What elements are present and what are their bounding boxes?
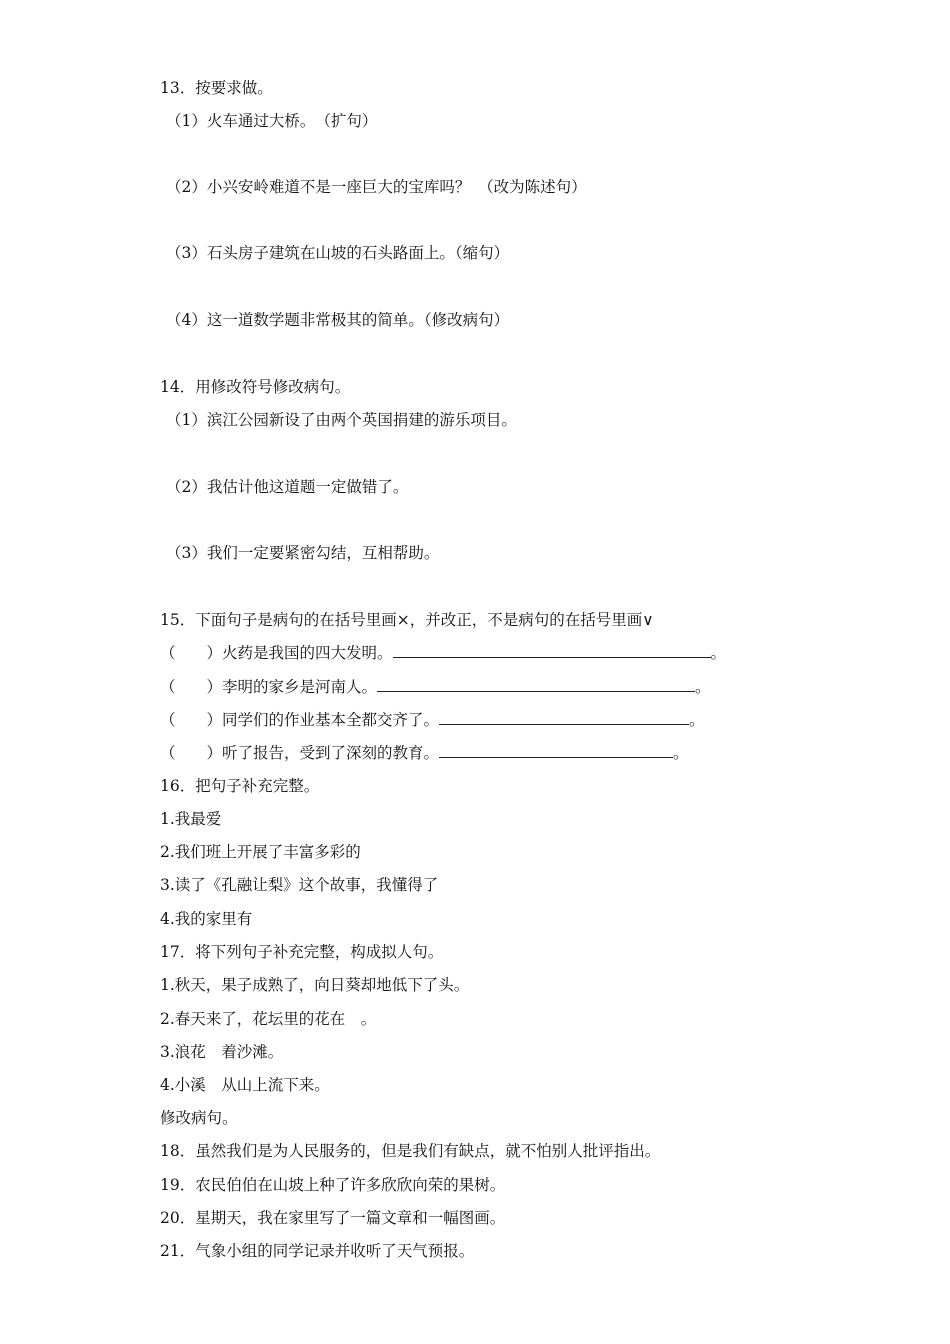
q15-row-2: [160, 677, 711, 697]
q15-row-3: [160, 710, 705, 730]
q17-item-4: 4.小溪 从山上流下来。: [160, 1076, 330, 1094]
q15-answer-line-3[interactable]: [439, 710, 689, 725]
q15-row-1: [160, 643, 726, 663]
q16-title: 16．把句子补充完整。: [160, 777, 320, 795]
q16-item-3: 3.读了《孔融让梨》这个故事，我懂得了: [160, 876, 439, 894]
q13-item-1: （1）火车通过大桥。 （扩句）: [166, 112, 378, 130]
q21: 21．气象小组的同学记录并收听了天气预报。: [160, 1242, 475, 1260]
q15-title: 15．下面句子是病句的在括号里画×，并改正，不是病句的在括号里画∨: [160, 611, 654, 629]
q15-end-4: 。: [673, 744, 689, 762]
q13-item-2: （2）小兴安岭难道不是一座巨大的宝库吗？ （改为陈述句）: [166, 178, 587, 196]
q15-sentence-4: 听了报告，受到了深刻的教育。: [222, 744, 440, 762]
q14-item-2: （2）我估计他这道题一定做错了。: [166, 478, 409, 496]
q17-item-1: 1.秋天，果子成熟了，向日葵却地低下了头。: [160, 976, 470, 994]
q17-item-2: 2.春天来了，花坛里的花在 。: [160, 1010, 377, 1028]
q13-item-3: （3）石头房子建筑在山坡的石头路面上。（缩句）: [166, 244, 510, 262]
q20: 20．星期天，我在家里写了一篇文章和一幅图画。: [160, 1209, 506, 1227]
q16-item-2: 2.我们班上开展了丰富多彩的: [160, 843, 361, 861]
q15-end-2: 。: [695, 678, 711, 696]
q13-item-4: （4）这一道数学题非常极其的简单。（修改病句）: [166, 311, 510, 329]
q14-title: 14．用修改符号修改病句。: [160, 378, 351, 396]
q13-title: 13．按要求做。: [160, 79, 273, 97]
q15-sentence-1: 火药是我国的四大发明。: [222, 644, 393, 662]
q17-item-3: 3.浪花 着沙滩。: [160, 1043, 284, 1061]
q15-paren-4[interactable]: （ ）: [160, 744, 223, 762]
q15-sentence-2: 李明的家乡是河南人。: [222, 678, 378, 696]
q15-paren-3[interactable]: （ ）: [160, 711, 223, 729]
q19: 19．农民伯伯在山坡上种了许多欣欣向荣的果树。: [160, 1176, 506, 1194]
q15-paren-2[interactable]: （ ）: [160, 678, 223, 696]
section-label: 修改病句。: [160, 1109, 238, 1127]
q15-row-4: [160, 743, 689, 763]
q16-item-4: 4.我的家里有: [160, 910, 253, 928]
q15-answer-line-1[interactable]: [393, 643, 711, 658]
q17-title: 17．将下列句子补充完整，构成拟人句。: [160, 943, 444, 961]
q14-item-1: （1）滨江公园新设了由两个英国捐建的游乐项目。: [166, 411, 517, 429]
q15-end-1: 。: [710, 644, 727, 662]
q16-item-1: 1.我最爱: [160, 810, 222, 828]
q15-answer-line-4[interactable]: [439, 743, 673, 758]
q15-answer-line-2[interactable]: [377, 677, 695, 692]
q15-sentence-3: 同学们的作业基本全都交齐了。: [222, 711, 440, 729]
q15-end-3: 。: [689, 711, 705, 729]
q14-item-3: （3）我们一定要紧密勾结，互相帮助。: [166, 544, 440, 562]
q15-paren-1[interactable]: （ ）: [160, 644, 223, 662]
q18: 18．虽然我们是为人民服务的，但是我们有缺点，就不怕别人批评指出。: [160, 1142, 661, 1160]
